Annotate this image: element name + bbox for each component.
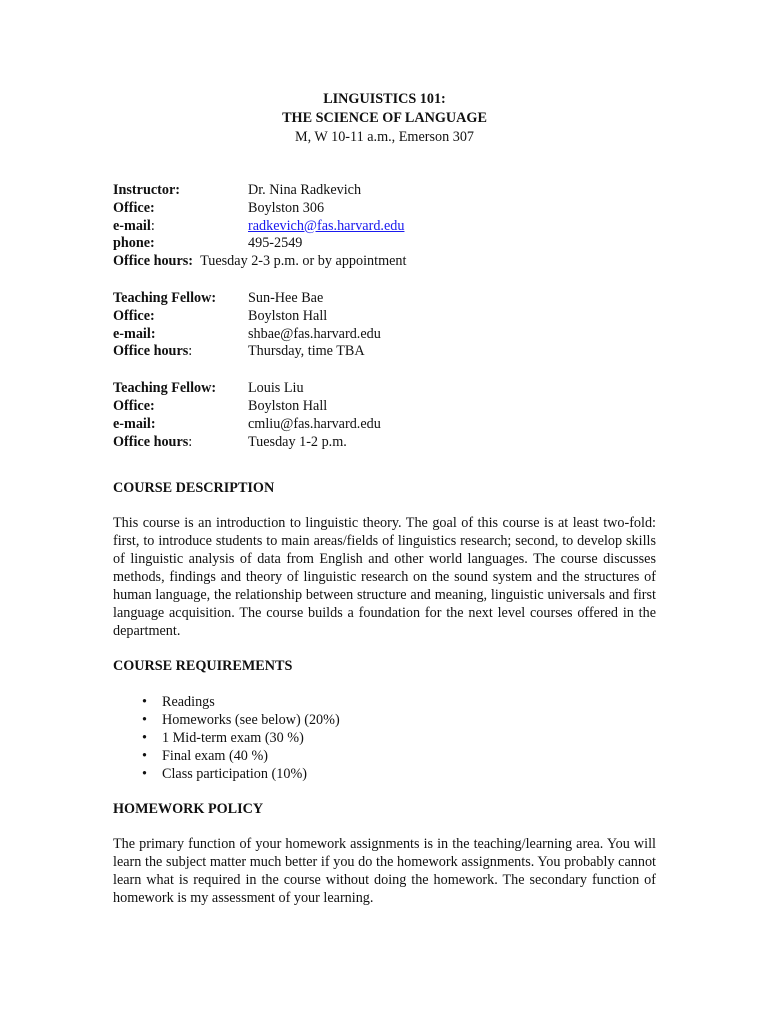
section-heading: COURSE DESCRIPTION	[113, 480, 275, 497]
list-item	[113, 765, 656, 783]
tf1-hours-row	[113, 343, 656, 361]
email-value: shbae@fas.harvard.edu	[248, 325, 381, 342]
bullet: •	[142, 766, 147, 783]
tf2-name-row	[113, 380, 656, 398]
tf1-office-row	[113, 308, 656, 326]
hours-colon: :	[188, 343, 193, 360]
hours-label: Office hours	[113, 343, 189, 360]
instructor-label: Instructor:	[113, 182, 180, 198]
course-header	[113, 90, 656, 147]
hours-label: Office hours:	[113, 253, 193, 270]
tf2-office-row	[113, 398, 656, 416]
syllabus-page	[113, 90, 656, 907]
item-text: 1 Mid-term exam (30 %)	[162, 730, 304, 747]
bullet: •	[142, 730, 147, 747]
phone-label: phone:	[113, 235, 155, 252]
course-schedule: M, W 10-11 a.m., Emerson 307	[294, 129, 475, 145]
office-value: Boylston Hall	[248, 397, 328, 414]
email-label: e-mail:	[113, 325, 156, 342]
tf-name: Sun-Hee Bae	[248, 289, 324, 306]
tf-label: Teaching Fellow:	[113, 380, 217, 397]
office-label: Office:	[113, 307, 155, 324]
bullet: •	[142, 712, 147, 729]
office-label: Office:	[113, 397, 155, 414]
hours-value: Tuesday 1-2 p.m.	[248, 433, 347, 450]
tf1-email-row	[113, 326, 656, 344]
teaching-fellow-2	[113, 380, 656, 451]
office-label: Office:	[113, 199, 155, 216]
bullet: •	[142, 694, 147, 711]
item-text: Homeworks (see below) (20%)	[162, 712, 340, 729]
item-text: Readings	[162, 694, 215, 711]
email-label: e-mail	[113, 217, 151, 234]
course-requirements-section	[113, 657, 656, 783]
instructor-info	[113, 182, 656, 271]
hours-value: Tuesday 2-3 p.m. or by appointment	[200, 253, 407, 270]
hours-colon: :	[188, 433, 193, 450]
office-value: Boylston Hall	[248, 307, 328, 324]
tf-label: Teaching Fellow:	[113, 289, 217, 306]
list-item	[113, 729, 656, 747]
office-value: Boylston 306	[248, 199, 325, 216]
instructor-name: Dr. Nina Radkevich	[248, 182, 362, 198]
instructor-office-row	[113, 200, 656, 218]
phone-value: 495-2549	[248, 235, 303, 252]
homework-text: The primary function of your homework assignments is in the teaching/learning area. You will learn the subject matter much better if you do the homework assignments. You probably cannot learn what is required in the course without doing the homework. The secondary function of homework is my assessment of your learning.	[113, 836, 656, 907]
homework-policy-section	[113, 800, 656, 907]
section-heading: HOMEWORK POLICY	[113, 801, 264, 818]
tf2-email-row	[113, 416, 656, 434]
item-text: Class participation (10%)	[162, 766, 307, 783]
tf2-hours-row	[113, 434, 656, 452]
list-item	[113, 711, 656, 729]
course-description-section	[113, 479, 656, 640]
email-label: e-mail:	[113, 415, 156, 432]
list-item	[113, 693, 656, 711]
email-link[interactable]: radkevich@fas.harvard.edu	[248, 217, 405, 234]
instructor-row	[113, 182, 656, 200]
email-colon: :	[150, 217, 155, 234]
instructor-email-row	[113, 218, 656, 236]
email-value: cmliu@fas.harvard.edu	[248, 415, 381, 432]
list-item	[113, 747, 656, 765]
instructor-hours-row	[113, 253, 656, 271]
hours-label: Office hours	[113, 433, 189, 450]
bullet: •	[142, 748, 147, 765]
item-text: Final exam (40 %)	[162, 748, 268, 765]
description-text: This course is an introduction to linguistic theory. The goal of this course is at least two-fold: first, to introduce students to main areas/fields of linguistics research; second, to develop skills of linguistic analysis of data from English and other world languages. The course discusses methods, findings and theory of linguistic research on the sound system and the structures of human language, the relationship between structure and meaning, linguistic universals and first language acquisition. The course builds a foundation for the next level courses offered in the department.	[113, 515, 656, 640]
requirements-list	[113, 693, 656, 783]
section-heading: COURSE REQUIREMENTS	[113, 658, 293, 675]
tf-name: Louis Liu	[248, 380, 304, 397]
teaching-fellow-1	[113, 290, 656, 361]
instructor-phone-row	[113, 235, 656, 253]
tf1-name-row	[113, 290, 656, 308]
course-title: THE SCIENCE OF LANGUAGE	[282, 110, 487, 126]
hours-value: Thursday, time TBA	[248, 343, 365, 360]
course-number: LINGUISTICS 101:	[323, 91, 446, 107]
